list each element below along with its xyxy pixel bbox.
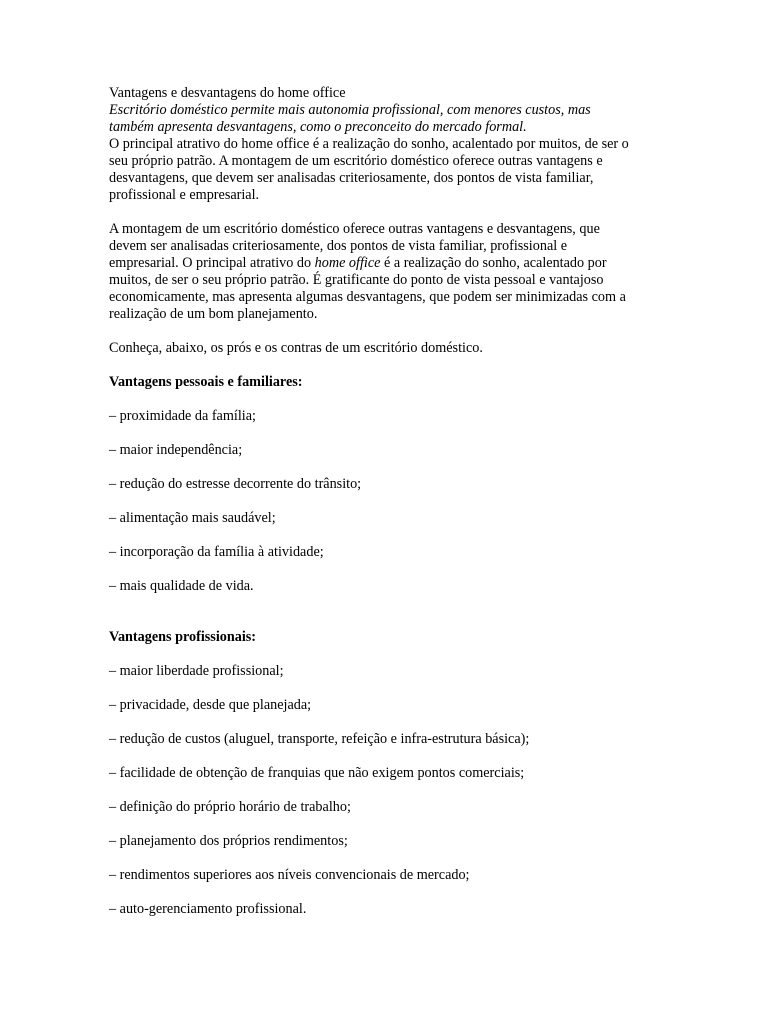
list-item: – definição do próprio horário de trabalho; — [109, 799, 351, 815]
list-item: – redução de custos (aluguel, transporte, refeição e infra-estrutura básica); — [109, 731, 530, 747]
intro-paragraph: O principal atrativo do home office é a realização do sonho, acalentado por muitos, de ser o seu próprio patrão. A montagem de um escritório doméstico oferece outras vantagens e desvantagens, que devem ser analisadas criteriosamente, dos pontos de vista familiar, profissional e empresarial. — [109, 136, 629, 203]
document-body — [109, 85, 639, 918]
list-item: – redução do estresse decorrente do trânsito; — [109, 476, 362, 492]
document-subtitle: Escritório doméstico permite mais autonomia profissional, com menores custos, mas também apresenta desvantagens, como o preconceito do mercado formal. — [109, 102, 591, 135]
list-item: – incorporação da família à atividade; — [109, 544, 324, 560]
list-item: – maior liberdade profissional; — [109, 663, 284, 679]
list-item: – maior independência; — [109, 442, 243, 458]
list-item: – alimentação mais saudável; — [109, 510, 276, 526]
document-title: Vantagens e desvantagens do home office — [109, 85, 346, 101]
list-item: – planejamento dos próprios rendimentos; — [109, 833, 348, 849]
body-paragraph-2 — [109, 221, 639, 323]
paragraph-2-emphasis: home office — [314, 255, 381, 271]
list-item: – auto-gerenciamento profissional. — [109, 901, 307, 917]
list-item: – rendimentos superiores aos níveis convencionais de mercado; — [109, 867, 470, 883]
paragraph-2-part-a: A montagem de um escritório doméstico oferece outras vantagens e desvantagens, que devem ser analisadas criteriosamente, dos pontos de vista familiar, profissional e empresarial. O principal atrativo do — [109, 221, 600, 271]
list-item: – facilidade de obtenção de franquias que não exigem pontos comerciais; — [109, 765, 525, 781]
paragraph-2-part-b: é a realização do sonho, acalentado por muitos, de ser o seu próprio patrão. É gratificante do ponto de vista pessoal e vantajoso economicamente, mas apresenta algumas desvantagens, que podem ser minimizadas com a realização de um bom planejamento. — [109, 255, 626, 322]
section-heading-personal: Vantagens pessoais e familiares: — [109, 374, 303, 390]
section-heading-professional: Vantagens profissionais: — [109, 629, 257, 645]
list-item: – proximidade da família; — [109, 408, 256, 424]
list-item: – privacidade, desde que planejada; — [109, 697, 312, 713]
list-item: – mais qualidade de vida. — [109, 578, 254, 594]
body-paragraph-3: Conheça, abaixo, os prós e os contras de um escritório doméstico. — [109, 340, 483, 356]
